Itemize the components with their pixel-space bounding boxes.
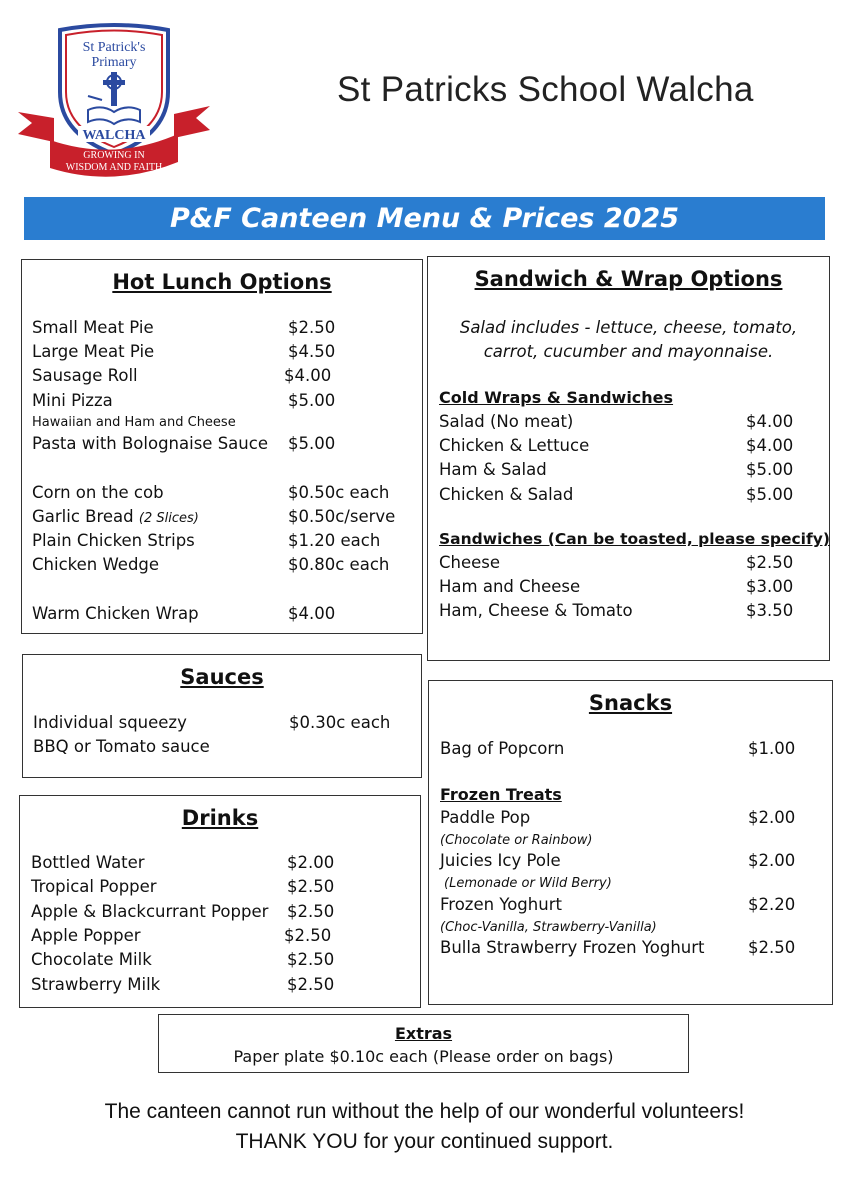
menu-item [32, 342, 412, 366]
item-note: (Chocolate or Rainbow) [440, 833, 593, 848]
item-name: Chocolate Milk [31, 950, 152, 969]
menu-item [32, 555, 412, 579]
item-price: $4.00 [746, 436, 794, 455]
item-price: $2.50 [284, 926, 332, 945]
item-price: $2.50 [748, 938, 796, 957]
menu-item [439, 577, 819, 601]
item-price: $0.50c each [288, 483, 390, 502]
item-price: $1.20 each [288, 531, 381, 550]
menu-item [440, 895, 820, 919]
menu-item [440, 938, 820, 962]
item-name: Ham & Salad [439, 460, 547, 479]
menu-item [32, 604, 412, 628]
item-price: $2.50 [288, 318, 336, 337]
item-price: $0.30c each [289, 713, 391, 732]
item-name: Mini Pizza [32, 391, 113, 410]
item-price: $2.00 [748, 851, 796, 870]
svg-text:WISDOM AND FAITH: WISDOM AND FAITH [65, 162, 163, 173]
menu-item [31, 975, 411, 999]
item-name: Paddle Pop [440, 808, 531, 827]
menu-item [33, 713, 413, 737]
item-name: Ham and Cheese [439, 577, 581, 596]
item-note: Hawaiian and Ham and Cheese [32, 415, 236, 430]
item-name: Tropical Popper [31, 877, 157, 896]
item-name: Plain Chicken Strips [32, 531, 195, 550]
salad-line: Salad includes - lettuce, cheese, tomato, [459, 318, 798, 337]
menu-item [439, 485, 819, 509]
item-name: BBQ or Tomato sauce [33, 737, 210, 756]
item-name: Chicken Wedge [32, 555, 160, 574]
menu-item [31, 926, 411, 950]
item-price: $2.50 [287, 877, 335, 896]
menu-item [32, 531, 412, 555]
item-name-note: (2 Slices) [138, 511, 199, 526]
item-price: $5.00 [746, 460, 794, 479]
salad-description [428, 316, 829, 364]
item-price: $0.80c each [288, 555, 390, 574]
section-title: Hot Lunch Options [112, 270, 332, 294]
menu-item [31, 950, 411, 974]
item-name: Bulla Strawberry Frozen Yoghurt [440, 938, 705, 957]
item-price: $2.50 [287, 902, 335, 921]
section-title: Sandwich & Wrap Options [474, 267, 783, 291]
subsection-heading: Sandwiches (Can be toasted, please specify) [439, 530, 830, 548]
item-price: $4.00 [746, 412, 794, 431]
section-title: Snacks [588, 691, 673, 715]
item-name: Cheese [439, 553, 501, 572]
item-name: Sausage Roll [32, 366, 138, 385]
item-price: $3.00 [746, 577, 794, 596]
footer-thanks-line: The canteen cannot run without the help of our wonderful volunteers! [104, 1100, 745, 1123]
menu-item [439, 436, 819, 460]
hot-lunch-section [21, 259, 423, 634]
menu-item [439, 412, 819, 436]
menu-item [33, 737, 413, 761]
item-name: Chicken & Lettuce [439, 436, 590, 455]
item-note: (Choc-Vanilla, Strawberry-Vanilla) [440, 920, 657, 935]
item-price: $2.00 [748, 808, 796, 827]
menu-item [439, 601, 819, 625]
item-price: $5.00 [288, 434, 336, 453]
item-name: Salad (No meat) [439, 412, 574, 431]
menu-item [32, 483, 412, 507]
item-name: Juicies Icy Pole [440, 851, 561, 870]
item-price: $1.00 [748, 739, 796, 758]
menu-item [32, 434, 412, 458]
item-name: Bottled Water [31, 853, 145, 872]
extras-section [158, 1014, 689, 1073]
item-name: Warm Chicken Wrap [32, 604, 199, 623]
item-price: $4.00 [288, 604, 336, 623]
item-name: Strawberry Milk [31, 975, 161, 994]
item-name: Small Meat Pie [32, 318, 154, 337]
item-name: Individual squeezy [33, 713, 187, 732]
item-price: $2.20 [748, 895, 796, 914]
item-price: $5.00 [288, 391, 336, 410]
subsection-heading: Cold Wraps & Sandwiches [439, 388, 674, 407]
footer-support-line: THANK YOU for your continued support. [235, 1130, 614, 1153]
item-price: $0.50c/serve [288, 507, 396, 526]
item-price: $4.50 [288, 342, 336, 361]
menu-item [32, 318, 412, 342]
svg-text:GROWING IN: GROWING IN [83, 150, 145, 161]
menu-banner-title: P&F Canteen Menu & Prices 2025 [24, 197, 825, 240]
item-price: $4.00 [284, 366, 332, 385]
svg-text:Primary: Primary [91, 55, 137, 70]
menu-item [32, 391, 412, 415]
item-name: Pasta with Bolognaise Sauce [32, 434, 268, 453]
item-price: $2.50 [287, 950, 335, 969]
item-name-text: Garlic Bread [32, 507, 134, 526]
item-name: Large Meat Pie [32, 342, 155, 361]
item-name: Frozen Yoghurt [440, 895, 562, 914]
item-name: Corn on the cob [32, 483, 164, 502]
item-name: Apple & Blackcurrant Popper [31, 902, 269, 921]
item-price: $2.50 [746, 553, 794, 572]
menu-item [31, 853, 411, 877]
subsection-heading: Frozen Treats [440, 785, 562, 804]
svg-text:St Patrick's: St Patrick's [82, 40, 146, 55]
school-name: St Patricks School Walcha [337, 70, 754, 109]
extras-text: Paper plate $0.10c each (Please order on bags) [233, 1047, 614, 1066]
svg-text:WALCHA: WALCHA [82, 128, 146, 143]
item-price: $3.50 [746, 601, 794, 620]
item-note: (Lemonade or Wild Berry) [444, 876, 612, 891]
item-price: $5.00 [746, 485, 794, 504]
school-crest-logo [14, 22, 214, 180]
snacks-section [428, 680, 833, 1005]
item-price: $2.00 [287, 853, 335, 872]
item-name: Chicken & Salad [439, 485, 574, 504]
menu-item [31, 902, 411, 926]
item-name: Ham, Cheese & Tomato [439, 601, 633, 620]
menu-item [439, 553, 819, 577]
extras-title: Extras [394, 1024, 453, 1043]
section-title: Sauces [180, 665, 264, 689]
item-name: Apple Popper [31, 926, 141, 945]
sandwich-section [427, 256, 830, 661]
item-name: Bag of Popcorn [440, 739, 565, 758]
menu-item [32, 366, 412, 390]
menu-item [32, 507, 412, 531]
menu-item [440, 851, 820, 875]
salad-line: carrot, cucumber and mayonnaise. [483, 342, 774, 361]
sauces-section [22, 654, 422, 778]
menu-item [31, 877, 411, 901]
menu-item [440, 808, 820, 832]
item-price: $2.50 [287, 975, 335, 994]
section-title: Drinks [181, 806, 259, 830]
menu-item [440, 739, 820, 763]
item-name [32, 507, 199, 526]
menu-item [439, 460, 819, 484]
drinks-section [19, 795, 421, 1008]
